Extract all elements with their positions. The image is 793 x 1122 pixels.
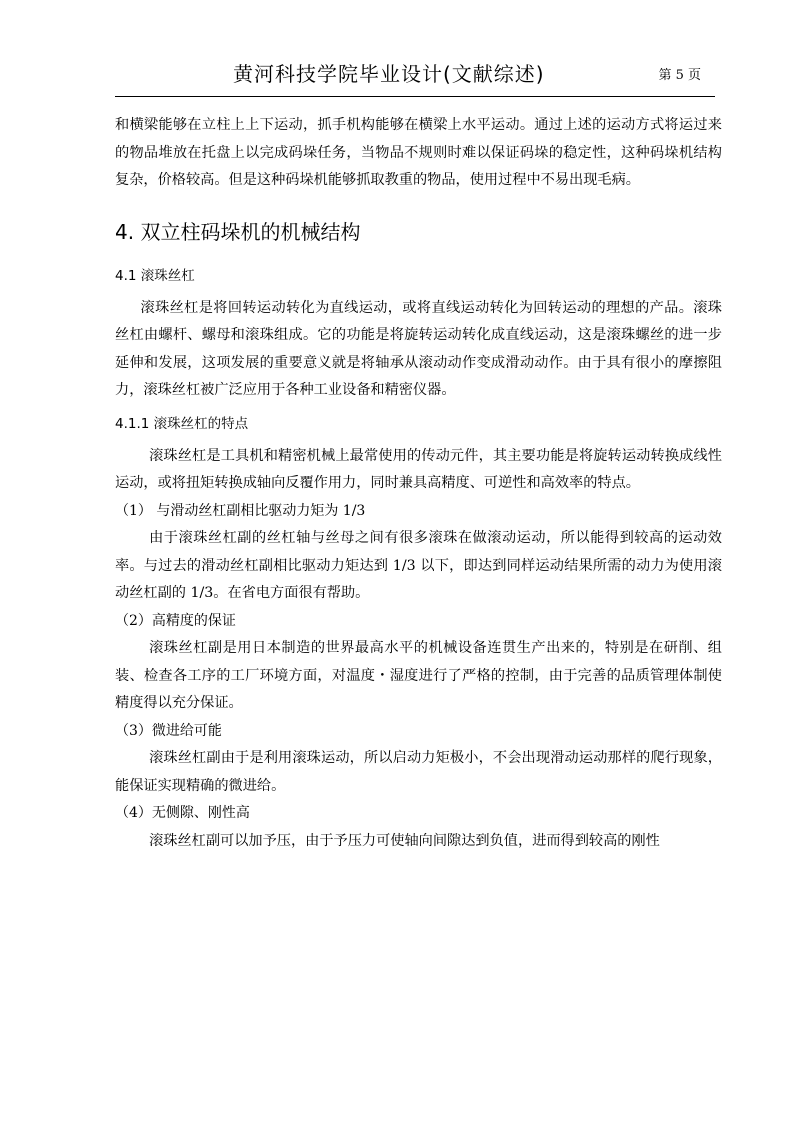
section-4-1-paragraph: 滚珠丝杠是将回转运动转化为直线运动，或将直线运动转化为回转运动的理想的产品。滚珠丝杠由螺杆、螺母和滚珠组成。它的功能是将旋转运动转化成直线运动，这是滚珠螺丝的进一步延伸和发展，这项发展的重要意义就是将轴承从滚动动作变成滑动动作。由于具有很小的摩擦阻力，滚珠丝杠被广泛应用于各种工业设备和精密仪器。 xyxy=(115,299,722,398)
page-header xyxy=(115,56,715,97)
item-4-heading: （4）无侧隙、刚性高 xyxy=(115,805,250,821)
intro-paragraph: 和横梁能够在立柱上上下运动，抓手机构能够在横梁上水平运动。通过上述的运动方式将运过来的物品堆放在托盘上以完成码垛任务，当物品不规则时难以保证码垛的稳定性，这种码垛机结构复杂，价格较高。但是这种码垛机能够抓取教重的物品，使用过程中不易出现毛病。 xyxy=(115,117,722,188)
section-4-1-heading: 4.1 滚珠丝杠 xyxy=(115,267,195,284)
item-2-paragraph: 滚珠丝杠副是用日本制造的世界最高水平的机械设备连贯生产出来的，特别是在研削、组装、检查各工序的工厂环境方面，对温度・湿度进行了严格的控制，由于完善的品质管理体制使精度得以充分保证。 xyxy=(115,640,722,711)
item-4-paragraph: 滚珠丝杠副可以加予压，由于予压力可使轴向间隙达到负值，进而得到较高的刚性 xyxy=(149,832,660,849)
item-3-heading: （3）微进给可能 xyxy=(115,722,222,739)
item-1-heading: （1） 与滑动丝杠副相比驱动力矩为 1/3 xyxy=(115,502,366,519)
document-title: 黄河科技学院毕业设计(文献综述) xyxy=(233,62,545,86)
item-1-paragraph: 由于滚珠丝杠副的丝杠轴与丝母之间有很多滚珠在做滚动运动，所以能得到较高的运动效率。与过去的滑动丝杠副相比驱动力矩达到 1/3 以下，即达到同样运动结果所需的动力为使用滚动丝杠副的 1/3。在省电方面很有帮助。 xyxy=(115,530,722,601)
section-4-heading: 4. 双立柱码垛机的机械结构 xyxy=(115,219,361,244)
item-2-heading: （2）高精度的保证 xyxy=(115,612,236,629)
document-body xyxy=(115,112,722,855)
section-4-1-1-paragraph: 滚珠丝杠是工具机和精密机械上最常使用的传动元件，其主要功能是将旋转运动转换成线性运动，或将扭矩转换成轴向反覆作用力，同时兼具高精度、可逆性和高效率的特点。 xyxy=(115,447,722,491)
item-3-paragraph: 滚珠丝杠副由于是利用滚珠运动，所以启动力矩极小，不会出现滑动运动那样的爬行现象，能保证实现精确的微进给。 xyxy=(115,750,722,794)
section-4-1-1-heading: 4.1.1 滚珠丝杠的特点 xyxy=(115,415,249,432)
page-number: 第 5 页 xyxy=(658,68,701,83)
